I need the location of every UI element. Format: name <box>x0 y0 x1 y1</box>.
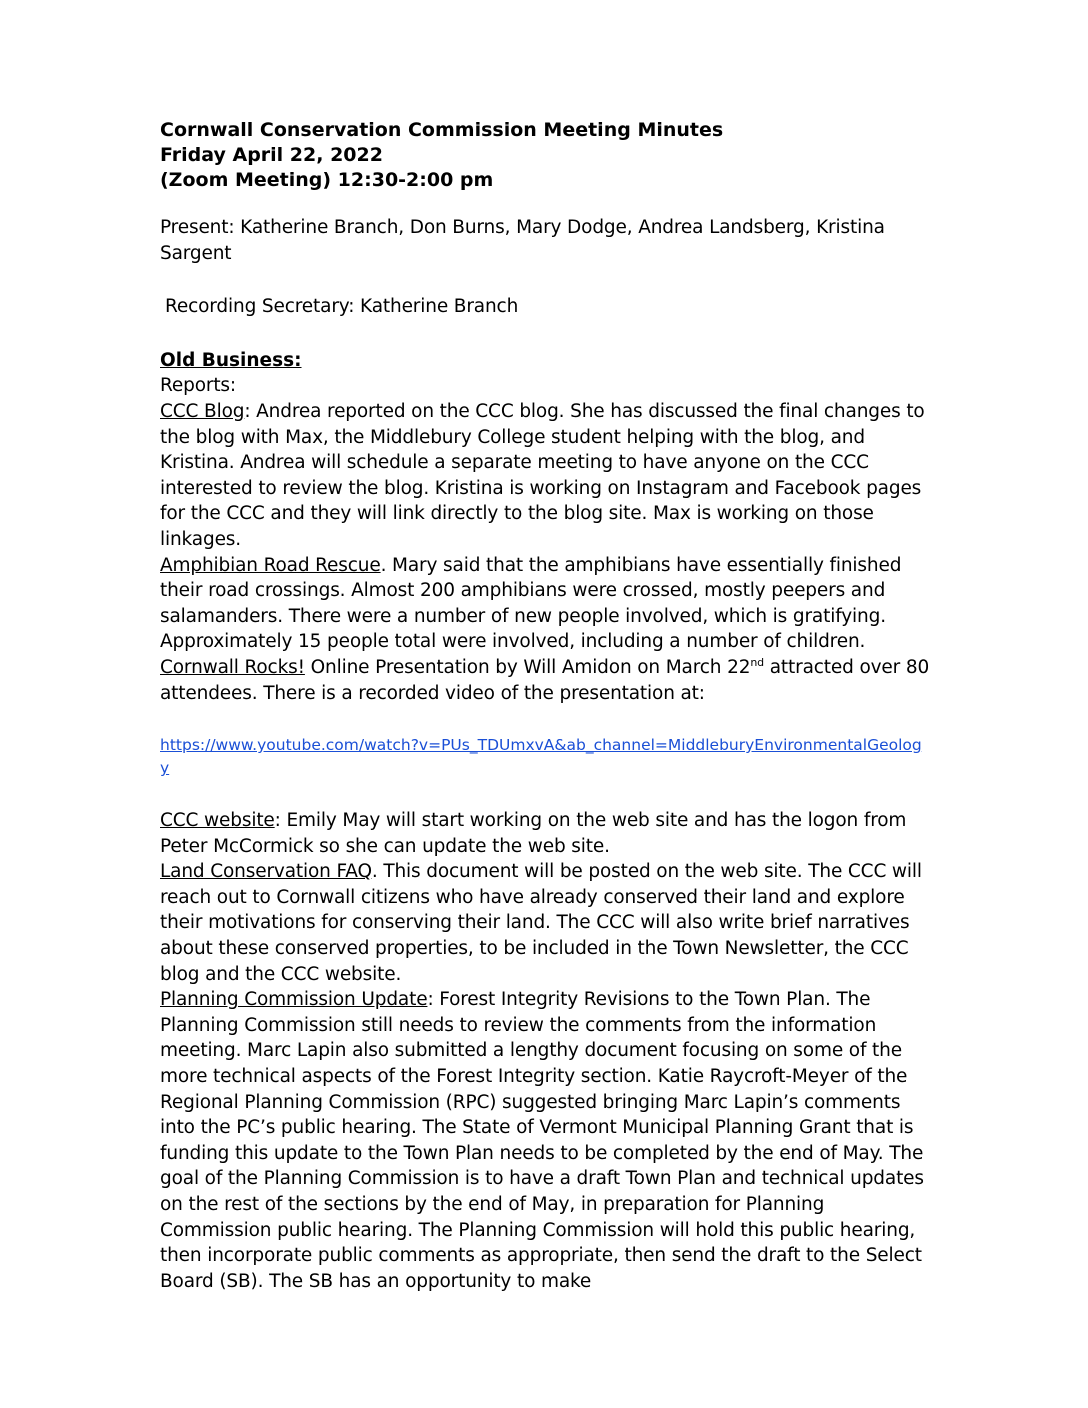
recording-secretary: Recording Secretary: Katherine Branch <box>165 296 519 318</box>
cornwall-rocks-paragraph <box>160 655 930 706</box>
amphibian-paragraph <box>160 553 930 655</box>
cornwall-rocks-text-2: attracted over 80 attendees. There is a recorded video of the presentation at: <box>160 656 930 704</box>
planning-label: Planning Commission Update <box>160 989 428 1011</box>
cornwall-rocks-label: Cornwall Rocks! <box>160 656 305 678</box>
planning-text: : Forest Integrity Revisions to the Town Plan. The Planning Commission still needs to review the comments from the information meeting. Marc Lapin also submitted a lengthy document focusing on some of the more technical aspects of the Forest Integrity section. Katie Raycroft-Meyer of the Regional Planning Commission (RPC) suggested bringing Marc Lapin’s comments into the PC’s public hearing. The State of Vermont Municipal Planning Grant that is funding this update to the Town Plan needs to be completed by the end of May. The goal of the Planning Commission is to have a draft Town Plan and technical updates on the rest of the sections by the end of May, in preparation for Planning Commission public hearing. The Planning Commission will hold this public hearing, then incorporate public comments as appropriate, then send the draft to the Select Board (SB). The SB has an opportunity to make <box>160 989 924 1292</box>
land-faq-paragraph <box>160 859 930 987</box>
video-link-block <box>160 734 930 780</box>
ccc-website-text: : Emily May will start working on the web site and has the logon from Peter McCormick so she can update the web site. <box>160 810 907 857</box>
amphibian-text: . Mary said that the amphibians have essentially finished their road crossings. Almost 200 amphibians were crossed, mostly peepers and salamanders. There were a number of new people involved, which is gratifying. Approximately 15 people total were involved, including a number of children. <box>160 554 902 653</box>
old-business-heading: Old Business: <box>160 349 302 371</box>
reports-label: Reports: <box>160 375 236 397</box>
ordinal-suffix: nd <box>750 655 764 669</box>
ccc-blog-text: : Andrea reported on the CCC blog. She has discussed the final changes to the blog with Max, the Middlebury College student helping with the blog, and Kristina. Andrea will schedule a separate meeting to have anyone on the CCC interested to review the blog. Kristina is working on Instagram and Facebook pages for the CCC and they will link directly to the blog site. Max is working on those linkages. <box>160 400 925 550</box>
present-attendees: Present: Katherine Branch, Don Burns, Mary Dodge, Andrea Landsberg, Kristina Sargent <box>160 217 885 264</box>
land-faq-label: Land Conservation FAQ <box>160 861 372 883</box>
meeting-format-time: (Zoom Meeting) 12:30-2:00 pm <box>160 169 494 191</box>
planning-paragraph <box>160 987 930 1294</box>
document-title: Cornwall Conservation Commission Meeting Minutes <box>160 119 724 141</box>
amphibian-label: Amphibian Road Rescue <box>160 554 381 576</box>
cornwall-rocks-text-1: Online Presentation by Will Amidon on March 22 <box>304 656 751 678</box>
ccc-website-label: CCC website <box>160 810 275 832</box>
ccc-website-paragraph <box>160 808 930 859</box>
ccc-blog-label: CCC Blog <box>160 400 245 422</box>
ccc-blog-paragraph <box>160 399 930 553</box>
land-faq-text: . This document will be posted on the web site. The CCC will reach out to Cornwall citizens who have already conserved their land and explore their motivations for conserving their land. The CCC will also write brief narratives about these conserved properties, to be included in the Town Newsletter, the CCC blog and the CCC website. <box>160 861 922 985</box>
document-page <box>160 118 930 1294</box>
presentation-video-link[interactable]: https://www.youtube.com/watch?v=PUs_TDUmxvA&ab_channel=MiddleburyEnvironmentalGeology <box>160 736 922 778</box>
meeting-date: Friday April 22, 2022 <box>160 144 383 166</box>
